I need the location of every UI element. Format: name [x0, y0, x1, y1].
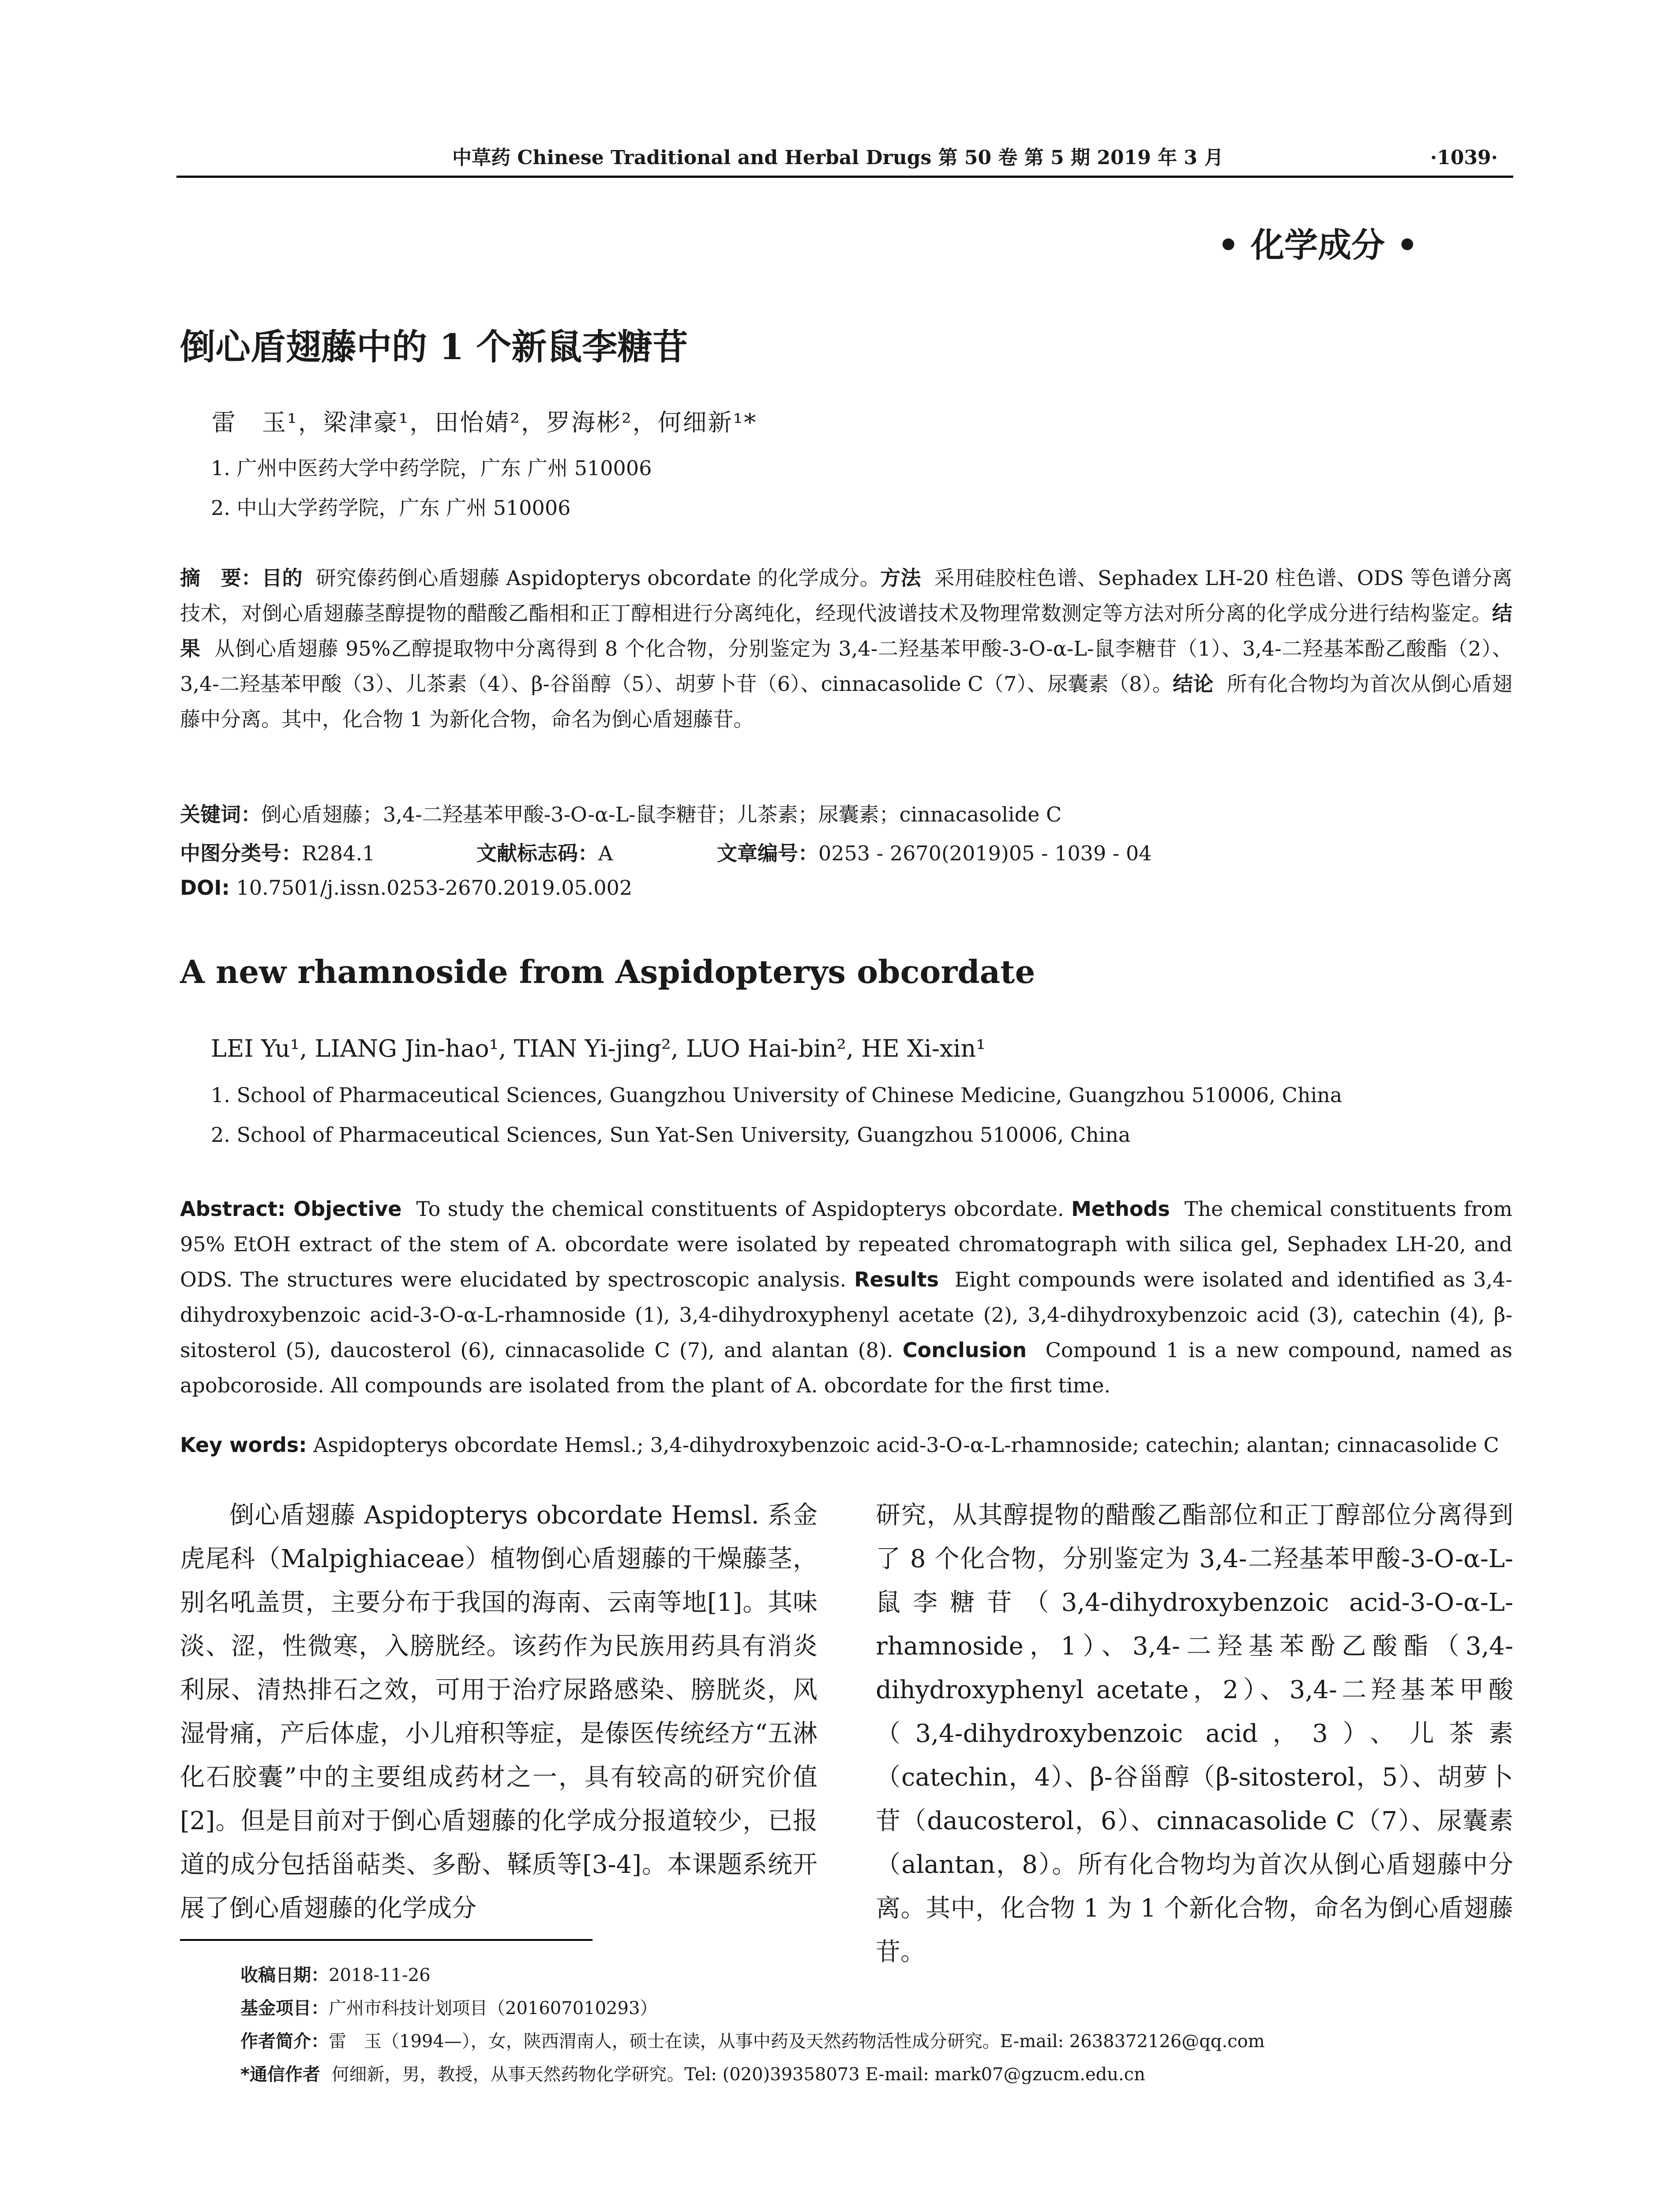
- abstract-en-objective: To study the chemical constituents of Aspidopterys obcordate.: [416, 1197, 1064, 1221]
- doi-label: DOI:: [180, 876, 230, 900]
- running-header: [176, 140, 1513, 178]
- footnote-received-label: 收稿日期：: [240, 1965, 329, 1985]
- abstract-cn-methods-label: 方法: [880, 566, 921, 590]
- abstract-cn-objective-label: 目的: [262, 566, 303, 590]
- body-column-right: [876, 1493, 1513, 1974]
- footnote-author: [240, 2027, 1265, 2052]
- abstract-cn-objective: 研究傣药倒心盾翅藤 Aspidopterys obcordate 的化学成分。: [315, 566, 881, 590]
- document-code-line: [476, 837, 613, 867]
- clc-label: 中图分类号：: [180, 841, 302, 865]
- affiliation-cn-1: 1. 广州中医药大学中药学院，广东 广州 510006: [211, 456, 652, 480]
- abstract-cn-conclusion-label: 结论: [1173, 672, 1214, 696]
- footnote-rule: [180, 1939, 592, 1941]
- keywords-cn-label: 关键词：: [180, 803, 261, 826]
- article-number-label: 文章编号：: [717, 841, 818, 865]
- abstract-en-methods-label: Methods: [1071, 1197, 1170, 1221]
- footnote-author-text: 雷 玉（1994—），女，陕西渭南人，硕士在读，从事中药及天然药物活性成分研究。E-mail: 2638372126@qq.com: [329, 2031, 1265, 2052]
- footnote-funding-label: 基金项目：: [240, 1998, 329, 2018]
- keywords-en-label: Key words:: [180, 1433, 307, 1457]
- abstract-cn-methods: 采用硅胶柱色谱、Sephadex LH-20 柱色谱、ODS 等色谱分离技术，对倒心盾翅藤茎醇提物的醋酸乙酯相和正丁醇相进行分离纯化，经现代波谱技术及物理常数测定等方法对所分离的化学成分进行结构鉴定。: [180, 566, 1513, 625]
- abstract-cn-results: 从倒心盾翅藤 95%乙醇提取物中分离得到 8 个化合物，分别鉴定为 3,4-二羟基苯甲酸-3-O-α-L-鼠李糖苷（1）、3,4-二羟基苯酚乙酸酯（2）、3,4-二羟基苯甲酸（3）、儿茶素（4）、β-谷甾醇（5）、胡萝卜苷（6）、cinnacasolide C（7）、尿囊素（8）。: [180, 637, 1512, 696]
- journal-info: 中草药 Chinese Traditional and Herbal Drugs 第 50 卷 第 5 期 2019 年 3 月: [452, 146, 1224, 169]
- section-tag: • 化学成分 •: [1218, 225, 1418, 265]
- title-en: A new rhamnoside from Aspidopterys obcordate: [180, 953, 1035, 990]
- abstract-en: [180, 1191, 1512, 1403]
- affiliation-en-1: 1. School of Pharmaceutical Sciences, Guangzhou University of Chinese Medicine, Guangzhou 510006, China: [211, 1083, 1342, 1107]
- footnote-funding-text: 广州市科技计划项目（201607010293）: [329, 1998, 658, 2018]
- body-column-left: [180, 1493, 818, 1930]
- abstract-en-methods: The chemical constituents from 95% EtOH extract of the stem of A. obcordate were isolated by repeated chromatograph with silica gel, Sephadex LH-20, and ODS. The structures were elucidated by spectroscopic analysis.: [180, 1197, 1513, 1291]
- abstract-en-results-label: Results: [854, 1268, 939, 1291]
- document-code-label: 文献标志码：: [476, 841, 598, 865]
- document-code: A: [598, 841, 613, 865]
- keywords-en: [180, 1427, 1512, 1463]
- body-paragraph-right: 研究，从其醇提物的醋酸乙酯部位和正丁醇部位分离得到了 8 个化合物，分别鉴定为 3,4-二羟基苯甲酸-3-O-α-L-鼠李糖苷（3,4-dihydroxybenzoic acid-3-O-α-L-rhamnoside，1）、3,4-二羟基苯酚乙酸酯（3,4-dihydroxyphenyl acetate，2）、3,4-二羟基苯甲酸（3,4-dihydroxybenzoic acid，3）、儿茶素（catechin，4）、β-谷甾醇（β-sitosterol，5）、胡萝卜苷（daucosterol，6）、cinnacasolide C（7）、尿囊素（alantan，8）。所有化合物均为首次从倒心盾翅藤中分离。其中，化合物 1 为 1 个新化合物，命名为倒心盾翅藤苷。: [876, 1501, 1513, 1966]
- abstract-en-conclusion: Compound 1 is a new compound, named as apobcoroside. All compounds are isolated from the plant of A. obcordate for the first time.: [180, 1338, 1513, 1397]
- page-number: ·1039·: [1430, 146, 1498, 169]
- footnote-corresponding: [240, 2060, 1145, 2086]
- footnote-corresponding-text: 何细新，男，教授，从事天然药物化学研究。Tel: (020)39358073 E-mail: mark07@gzucm.edu.cn: [331, 2064, 1145, 2085]
- abstract-cn-results-label: 结果: [180, 601, 1512, 660]
- article-number: 0253 - 2670(2019)05 - 1039 - 04: [818, 841, 1152, 865]
- body-paragraph-left: 倒心盾翅藤 Aspidopterys obcordate Hemsl. 系金虎尾科（Malpighiaceae）植物倒心盾翅藤的干燥藤茎，别名吼盖贯，主要分布于我国的海南、云南等地[1]。其味淡、涩，性微寒，入膀胱经。该药作为民族用药具有消炎利尿、清热排石之效，可用于治疗尿路感染、膀胱炎，风湿骨痛，产后体虚，小儿疳积等症，是傣医传统经方“五淋化石胶囊”中的主要组成药材之一，具有较高的研究价值[2]。但是目前对于倒心盾翅藤的化学成分报道较少，已报道的成分包括甾萜类、多酚、鞣质等[3-4]。本课题系统开展了倒心盾翅藤的化学成分: [180, 1501, 818, 1923]
- classification-line: [180, 837, 375, 867]
- affiliation-en-2: 2. School of Pharmaceutical Sciences, Sun Yat-Sen University, Guangzhou 510006, China: [211, 1123, 1131, 1147]
- authors-cn: 雷 玉¹，梁津豪¹，田怡婧²，罗海彬²，何细新¹*: [212, 409, 758, 436]
- authors-en: LEI Yu¹, LIANG Jin-hao¹, TIAN Yi-jing², LUO Hai-bin², HE Xi-xin¹: [211, 1035, 986, 1062]
- footnote-received: [240, 1961, 431, 1986]
- footnote-funding: [240, 1994, 657, 2019]
- abstract-en-results: Eight compounds were isolated and identified as 3,4-dihydroxybenzoic acid-3-O-α-L-rhamnoside (1), 3,4-dihydroxyphenyl acetate (2), 3,4-dihydroxybenzoic acid (3), catechin (4), β-sitosterol (5), daucosterol (6), cinnacasolide C (7), and alantan (8).: [180, 1268, 1512, 1362]
- abstract-cn-conclusion: 所有化合物均为首次从倒心盾翅藤中分离。其中，化合物 1 为新化合物，命名为倒心盾翅藤苷。: [180, 672, 1513, 731]
- abstract-cn: [180, 560, 1512, 737]
- affiliation-cn-2: 2. 中山大学药学院，广东 广州 510006: [211, 496, 571, 520]
- keywords-cn: [180, 799, 1061, 828]
- title-cn: 倒心盾翅藤中的 1 个新鼠李糖苷: [180, 326, 688, 368]
- doi-value: 10.7501/j.issn.0253-2670.2019.05.002: [236, 876, 633, 900]
- abstract-en-conclusion-label: Conclusion: [902, 1338, 1027, 1362]
- footnote-author-label: 作者简介：: [240, 2031, 329, 2052]
- article-number-line: [717, 837, 1152, 867]
- doi-line: [180, 876, 632, 900]
- abstract-cn-label: 摘 要：: [180, 566, 262, 590]
- keywords-en-text: Aspidopterys obcordate Hemsl.; 3,4-dihydroxybenzoic acid-3-O-α-L-rhamnoside; catechin; alantan; cinnacasolide C: [313, 1433, 1499, 1457]
- footnote-corresponding-label: *通信作者: [240, 2064, 320, 2085]
- keywords-cn-text: 倒心盾翅藤；3,4-二羟基苯甲酸-3-O-α-L-鼠李糖苷；儿茶素；尿囊素；cinnacasolide C: [261, 803, 1062, 826]
- clc-number: R284.1: [302, 841, 375, 865]
- footnote-received-text: 2018-11-26: [329, 1965, 431, 1985]
- abstract-en-label: Abstract: Objective: [180, 1197, 402, 1221]
